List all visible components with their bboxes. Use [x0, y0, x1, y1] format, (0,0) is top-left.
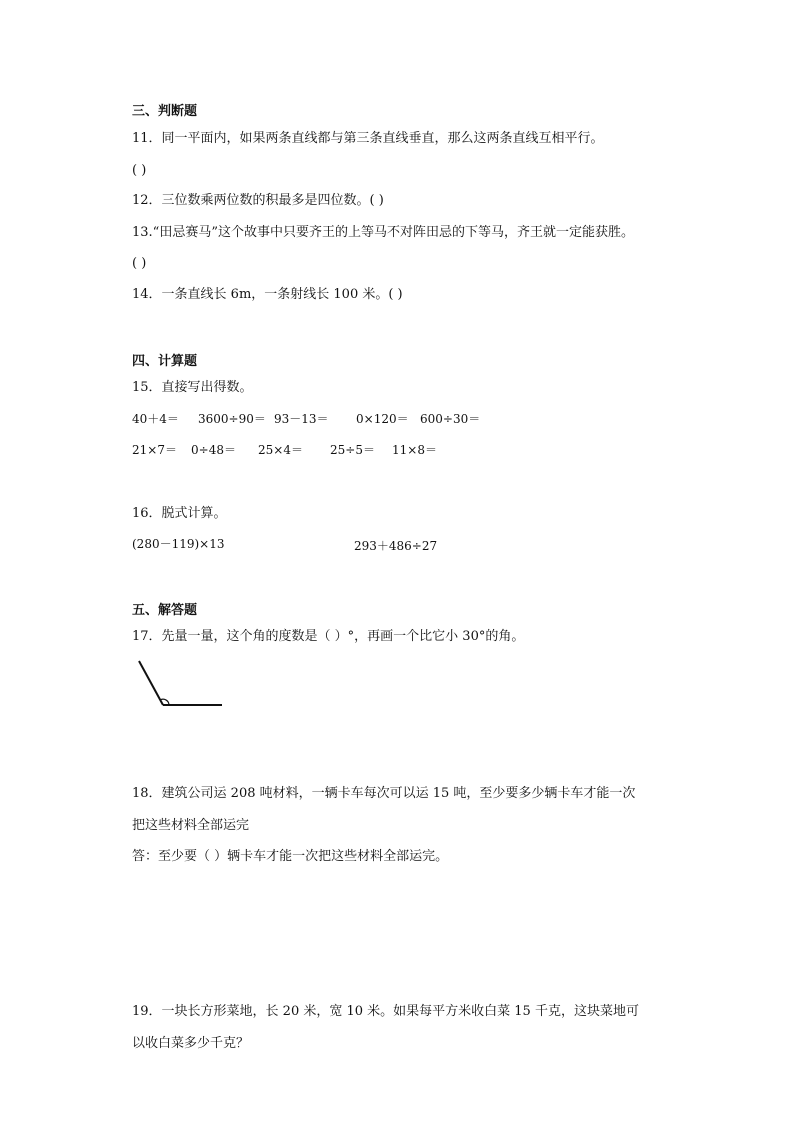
section-heading-judgement: 三、判断题: [132, 104, 198, 119]
question-18-line-2: 把这些材料全部运完: [132, 818, 250, 833]
question-17: 17．先量一量，这个角的度数是（ ）°，再画一个比它小 30°的角。: [132, 629, 525, 644]
mental-math-item: 0×120＝: [356, 412, 409, 426]
question-11: 11．同一平面内，如果两条直线都与第三条直线垂直，那么这两条直线互相平行。: [132, 131, 604, 146]
mental-math-item: 600÷30＝: [420, 412, 481, 426]
section-heading-word-problems: 五、解答题: [132, 603, 198, 618]
step-calculation-expression: (280－119)×13: [132, 537, 225, 551]
mental-math-item: 11×8＝: [392, 443, 437, 457]
mental-math-item: 0÷48＝: [191, 443, 236, 457]
angle-ray-slanted: [139, 661, 163, 705]
question-16: 16．脱式计算。: [132, 506, 227, 521]
question-13-answer-blank: ( ): [132, 256, 147, 271]
mental-math-item: 21×7＝: [132, 443, 177, 457]
question-12: 12．三位数乘两位数的积最多是四位数。( ): [132, 193, 384, 208]
section-heading-calculation: 四、计算题: [132, 354, 198, 369]
question-18-line-1: 18．建筑公司运 208 吨材料，一辆卡车每次可以运 15 吨，至少要多少辆卡车才能一次: [132, 786, 636, 801]
mental-math-item: 93－13＝: [274, 412, 329, 426]
question-11-answer-blank: ( ): [132, 163, 147, 178]
mental-math-item: 40＋4＝: [132, 412, 179, 426]
question-14: 14．一条直线长 6m，一条射线长 100 米。( ): [132, 287, 403, 302]
question-19-line-2: 以收白菜多少千克？: [132, 1036, 250, 1051]
step-calculation-expression: 293＋486÷27: [354, 539, 438, 553]
mental-math-item: 25×4＝: [258, 443, 303, 457]
question-18-answer: 答：至少要（ ）辆卡车才能一次把这些材料全部运完。: [132, 849, 449, 864]
question-19-line-1: 19．一块长方形菜地，长 20 米，宽 10 米。如果每平方米收白菜 15 千克，这块菜地可: [132, 1004, 639, 1019]
question-15: 15．直接写出得数。: [132, 380, 253, 395]
question-13: 13.“田忌赛马”这个故事中只要齐王的上等马不对阵田忌的下等马，齐王就一定能获胜。: [132, 225, 634, 240]
mental-math-item: 3600÷90＝: [198, 412, 266, 426]
mental-math-item: 25÷5＝: [330, 443, 375, 457]
angle-figure: [130, 655, 230, 715]
